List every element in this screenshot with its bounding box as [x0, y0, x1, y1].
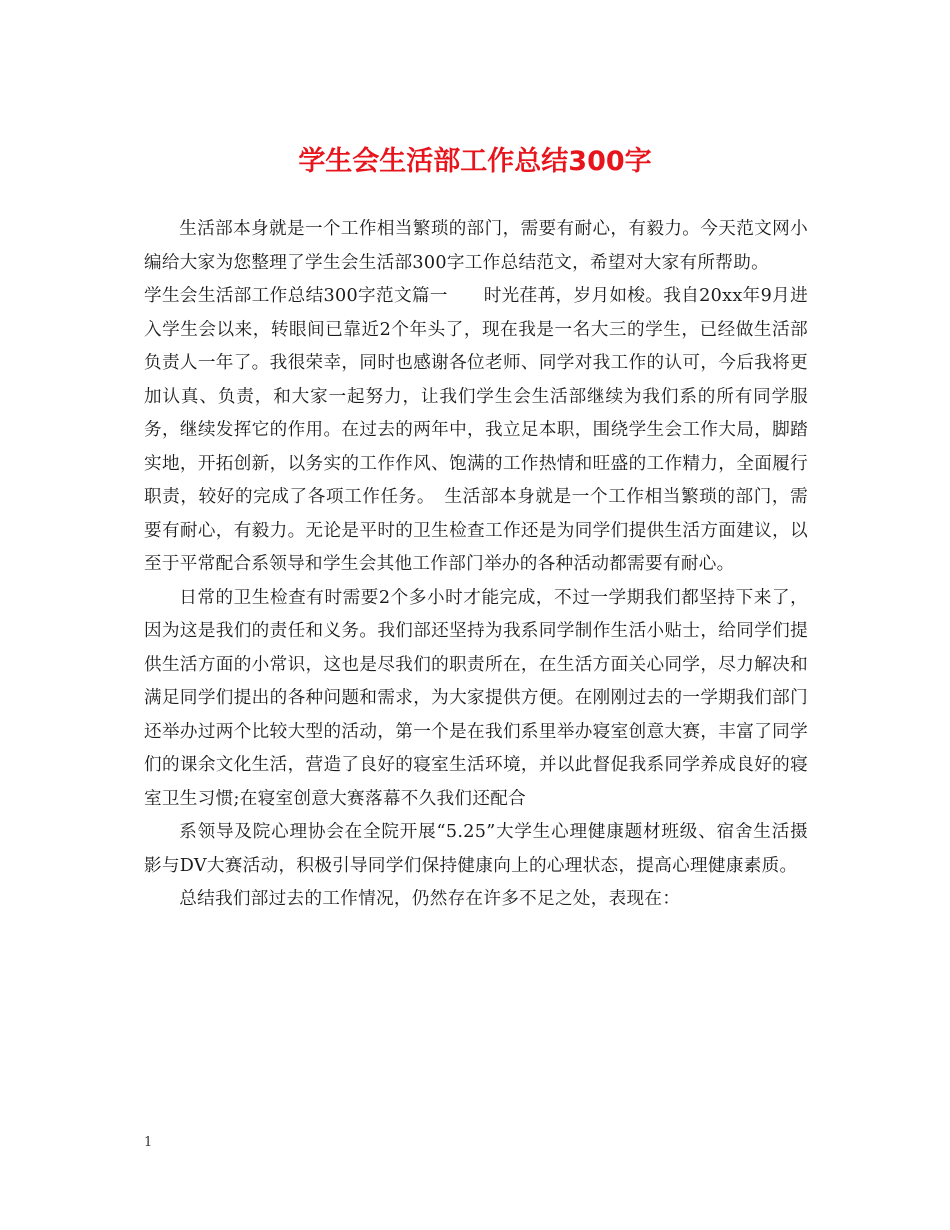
- paragraph-shortcomings: 总结我们部过去的工作情况，仍然存在许多不足之处，表现在：: [179, 889, 681, 909]
- page-number: 1: [144, 1135, 153, 1150]
- paragraph-intro: 生活部本身就是一个工作相当繁琐的部门，需要有耐心，有毅力。今天范文网小编给大家为您整理了学生会生活部300字工作总结范文，希望对大家有所帮助。: [144, 219, 808, 273]
- paragraph-article-one: 学生会生活部工作总结300字范文篇一 时光荏苒，岁月如梭。我自20xx年9月进入学生会以来，转眼间已靠近2个年头了，现在我是一名大三的学生，已经做生活部负责人一年了。我很荣幸，同时也感谢各位老师、同学对我工作的认可，今后我将更加认真、负责，和大家一起努力，让我们学生会生活部继续为我们系的所有同学服务，继续发挥它的作用。在过去的两年中，我立足本职，围绕学生会工作大局，脚踏实地，开拓创新，以务实的工作作风、饱满的工作热情和旺盛的工作精力，全面履行职责，较好的完成了各项工作任务。 生活部本身就是一个工作相当繁琐的部门，需要有耐心，有毅力。无论是平时的卫生检查工作还是为同学们提供生活方面建议，以至于平常配合系领导和学生会其他工作部门举办的各种活动都需要有耐心。: [144, 286, 808, 574]
- paragraph-hygiene-check: 日常的卫生检查有时需要2个多小时才能完成，不过一学期我们都坚持下来了，因为这是我们的责任和义务。我们部还坚持为我系同学制作生活小贴士，给同学们提供生活方面的小常识，这也是尽我们的职责所在，在生活方面关心同学，尽力解决和满足同学们提出的各种问题和需求，为大家提供方便。在刚刚过去的一学期我们部门还举办过两个比较大型的活动，第一个是在我们系里举办寝室创意大赛，丰富了同学们的课余文化生活，营造了良好的寝室生活环境，并以此督促我系同学养成良好的寝室卫生习惯;在寝室创意大赛落幕不久我们还配合: [144, 587, 808, 809]
- page-title: 学生会生活部工作总结300字: [298, 146, 652, 177]
- paragraph-psychology-event: 系领导及院心理协会在全院开展“5.25”大学生心理健康题材班级、宿舍生活摄影与DV大赛活动，积极引导同学们保持健康向上的心理状态，提高心理健康素质。: [144, 822, 808, 876]
- document-body: [144, 213, 808, 917]
